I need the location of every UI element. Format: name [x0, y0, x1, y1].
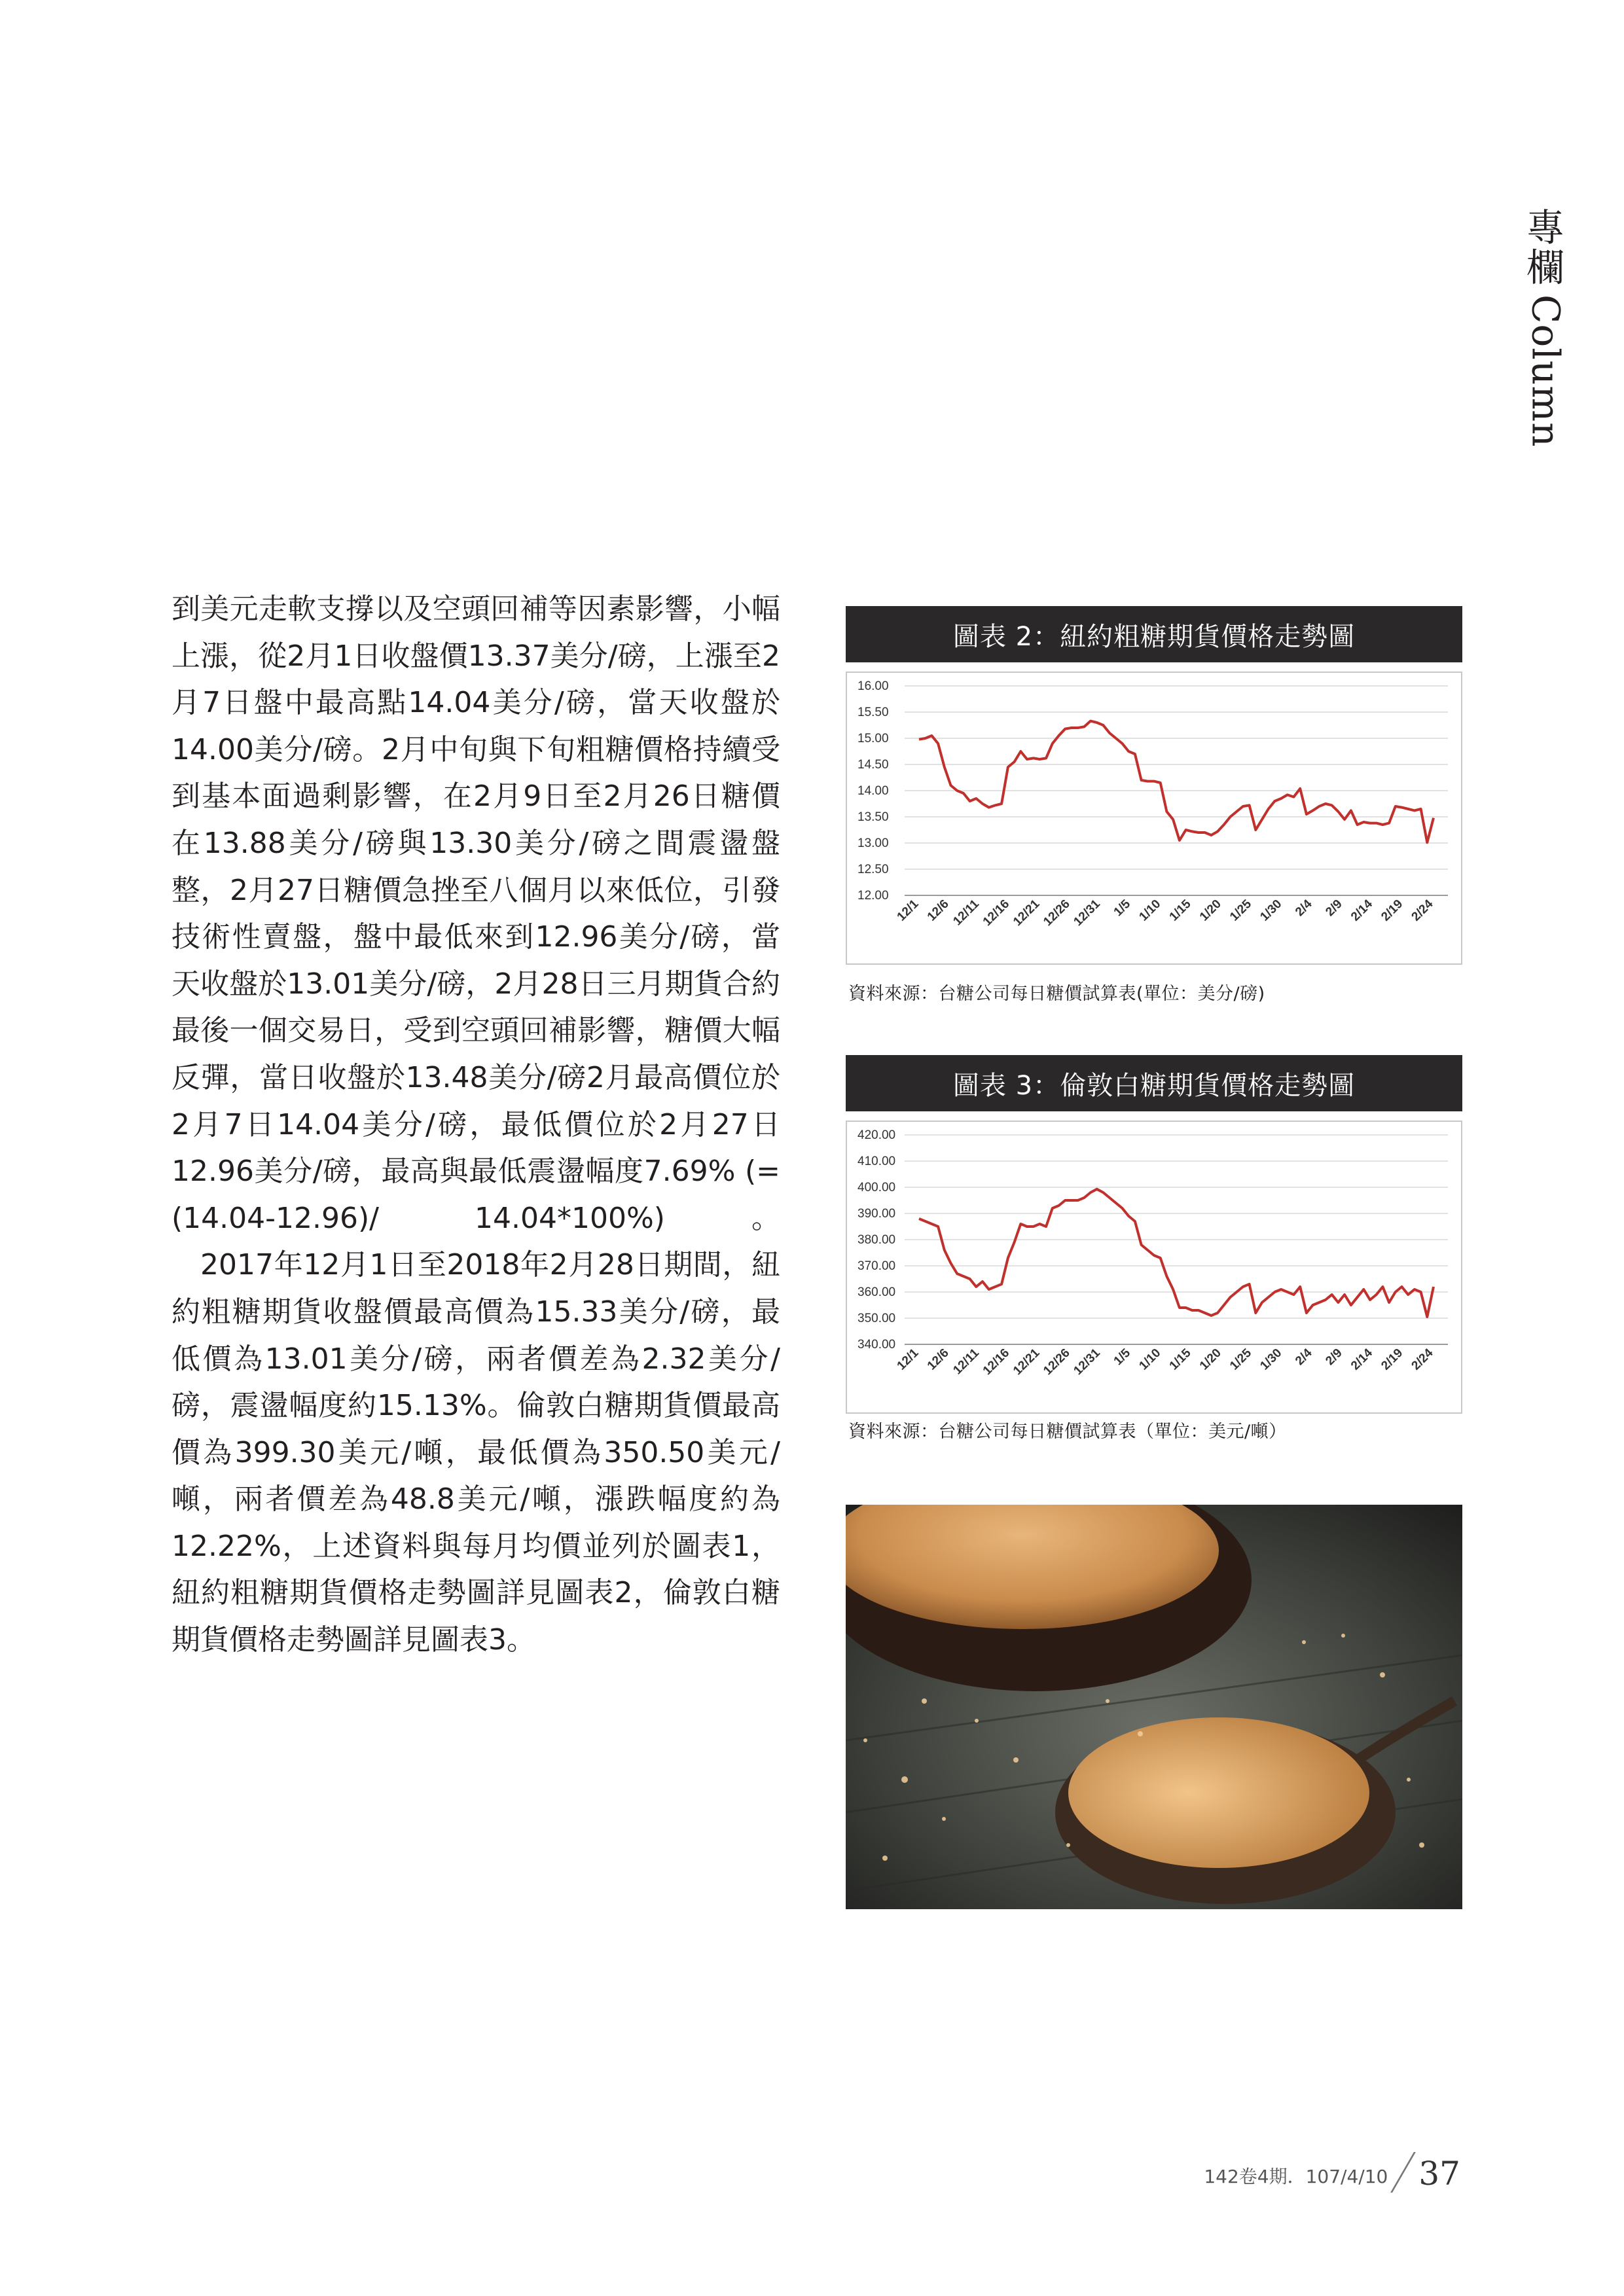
chart3-y-tick-label: 380.00: [857, 1233, 896, 1247]
chart3-y-tick-label: 410.00: [857, 1155, 896, 1168]
chart2-x-tick-label: 1/20: [1197, 897, 1224, 924]
chart3-y-tick-label: 340.00: [857, 1338, 896, 1352]
chart2-x-tick-label: 12/6: [924, 897, 952, 924]
column-tag-latin: Column: [1523, 294, 1568, 448]
chart2-x-tick-label: 1/5: [1111, 897, 1134, 920]
chart2-source: 資料來源：台糖公司每日糖價試算表(單位：美分/磅): [848, 984, 1265, 1004]
chart2-x-tick-label: 2/24: [1409, 897, 1436, 924]
chart3-x-tick-label: 1/10: [1136, 1346, 1164, 1373]
chart3-x-tick-label: 12/11: [950, 1346, 983, 1378]
chart2-y-tick-label: 14.50: [857, 758, 889, 772]
chart2-y-tick-label: 16.00: [857, 679, 889, 693]
article-body: [171, 586, 780, 1664]
chart3-x-tick-label: 12/6: [924, 1346, 952, 1373]
footer-divider: [1390, 2152, 1416, 2193]
chart2-x-tick-label: 2/14: [1348, 897, 1376, 924]
issue-info: 142卷4期．107/4/10: [1204, 2166, 1388, 2187]
chart2-x-tick-label: 12/26: [1041, 897, 1073, 929]
chart2-x-tick-label: 1/30: [1257, 897, 1285, 924]
chart2-y-tick-label: 13.50: [857, 810, 889, 824]
chart3-source: 資料來源：台糖公司每日糖價試算表（單位：美元/噸）: [848, 1422, 1287, 1442]
article-paragraph: 到美元走軟支撐以及空頭回補等因素影響，小幅上漲，從2月1日收盤價13.37美分/磅，上漲至2月7日盤中最高點14.04美分/磅，當天收盤於14.00美分/磅。2月中旬與下旬粗糖價格持續受到基本面過剩影響，在2月9日至2月26日糖價在13.88美分/磅與13.30美分/磅之間震盪盤整，2月27日糖價急挫至八個月以來低位，引發技術性賣盤，盤中最低來到12.96美分/磅，當天收盤於13.01美分/磅，2月28日三月期貨合約最後一個交易日，受到空頭回補影響，糖價大幅反彈，當日收盤於13.48美分/磅2月最高價位於2月7日14.04美分/磅，最低價位於2月27日12.96美分/磅，最高與最低震盪幅度7.69% (=(14.04-12.96)/ 14.04*100%)。: [171, 592, 780, 1235]
chart3-x-tick-label: 1/25: [1227, 1346, 1255, 1373]
chart2-y-tick-label: 13.00: [857, 836, 889, 850]
chart2-x-tick-label: 12/1: [894, 897, 922, 924]
chart2-x-tick-label: 2/9: [1323, 897, 1345, 920]
chart2-x-tick-label: 12/11: [950, 897, 983, 929]
chart3-plot: [847, 1122, 1461, 1412]
chart3-x-tick-label: 1/5: [1111, 1346, 1134, 1369]
chart3-y-tick-label: 360.00: [857, 1285, 896, 1299]
chart3-x-tick-label: 12/16: [980, 1346, 1013, 1378]
chart2-x-tick-label: 1/25: [1227, 897, 1255, 924]
chart3-x-tick-label: 2/24: [1409, 1346, 1436, 1373]
column-tag-cjk: 專欄: [1526, 206, 1564, 290]
chart3-x-tick-label: 2/19: [1379, 1346, 1406, 1373]
page-number: 37: [1418, 2155, 1460, 2193]
chart2-x-tick-label: 1/15: [1166, 897, 1194, 924]
chart3-y-tick-label: 400.00: [857, 1181, 896, 1194]
chart3-header: 圖表 3：倫敦白糖期貨價格走勢圖: [846, 1055, 1462, 1111]
chart2-x-tick-label: 2/4: [1293, 897, 1315, 920]
chart3-series-line: [919, 1189, 1434, 1317]
chart3-x-tick-label: 2/14: [1348, 1346, 1376, 1373]
chart2-x-tick-label: 1/10: [1136, 897, 1164, 924]
chart3-box: [846, 1121, 1462, 1414]
chart3-x-tick-label: 2/9: [1323, 1346, 1345, 1369]
chart2-x-tick-label: 12/31: [1071, 897, 1103, 929]
chart2-x-tick-label: 12/16: [980, 897, 1013, 929]
chart3-x-tick-label: 12/1: [894, 1346, 922, 1373]
chart2-header: 圖表 2：紐約粗糖期貨價格走勢圖: [846, 606, 1462, 662]
chart3-y-tick-label: 370.00: [857, 1259, 896, 1273]
chart2-series-line: [919, 721, 1434, 843]
chart3-y-tick-label: 350.00: [857, 1312, 896, 1325]
chart3-x-tick-label: 2/4: [1293, 1346, 1315, 1369]
page-footer: [1204, 2152, 1460, 2193]
chart2-y-tick-label: 15.50: [857, 706, 889, 719]
chart2-y-tick-label: 12.50: [857, 863, 889, 876]
chart2-y-tick-label: 14.00: [857, 784, 889, 798]
chart2-box: [846, 672, 1462, 965]
chart2-x-tick-label: 12/21: [1011, 897, 1043, 929]
chart3-x-tick-label: 12/21: [1011, 1346, 1043, 1378]
chart3-x-tick-label: 1/30: [1257, 1346, 1285, 1373]
chart3-y-tick-label: 420.00: [857, 1128, 896, 1142]
article-paragraph: 2017年12月1日至2018年2月28日期間，紐約粗糖期貨收盤價最高價為15.33美分/磅，最低價為13.01美分/磅，兩者價差為2.32美分/磅，震盪幅度約15.13%。倫敦白糖期貨價最高價為399.30美元/噸，最低價為350.50美元/噸，兩者價差為48.8美元/噸，漲跌幅度約為12.22%，上述資料與每月均價並列於圖表1，紐約粗糖期貨價格走勢圖詳見圖表2，倫敦白糖期貨價格走勢圖詳見圖表3。: [171, 1248, 780, 1657]
chart3-x-tick-label: 1/15: [1166, 1346, 1194, 1373]
chart2-x-tick-label: 2/19: [1379, 897, 1406, 924]
chart3-y-tick-label: 390.00: [857, 1207, 896, 1221]
chart2-y-tick-label: 15.00: [857, 732, 889, 745]
column-tag: [1517, 208, 1574, 447]
chart3-x-tick-label: 1/20: [1197, 1346, 1224, 1373]
brown-sugar-photo: [846, 1505, 1462, 1909]
chart2-y-tick-label: 12.00: [857, 889, 889, 903]
chart2-plot: [847, 673, 1461, 963]
chart3-x-tick-label: 12/26: [1041, 1346, 1073, 1378]
chart3-x-tick-label: 12/31: [1071, 1346, 1103, 1378]
